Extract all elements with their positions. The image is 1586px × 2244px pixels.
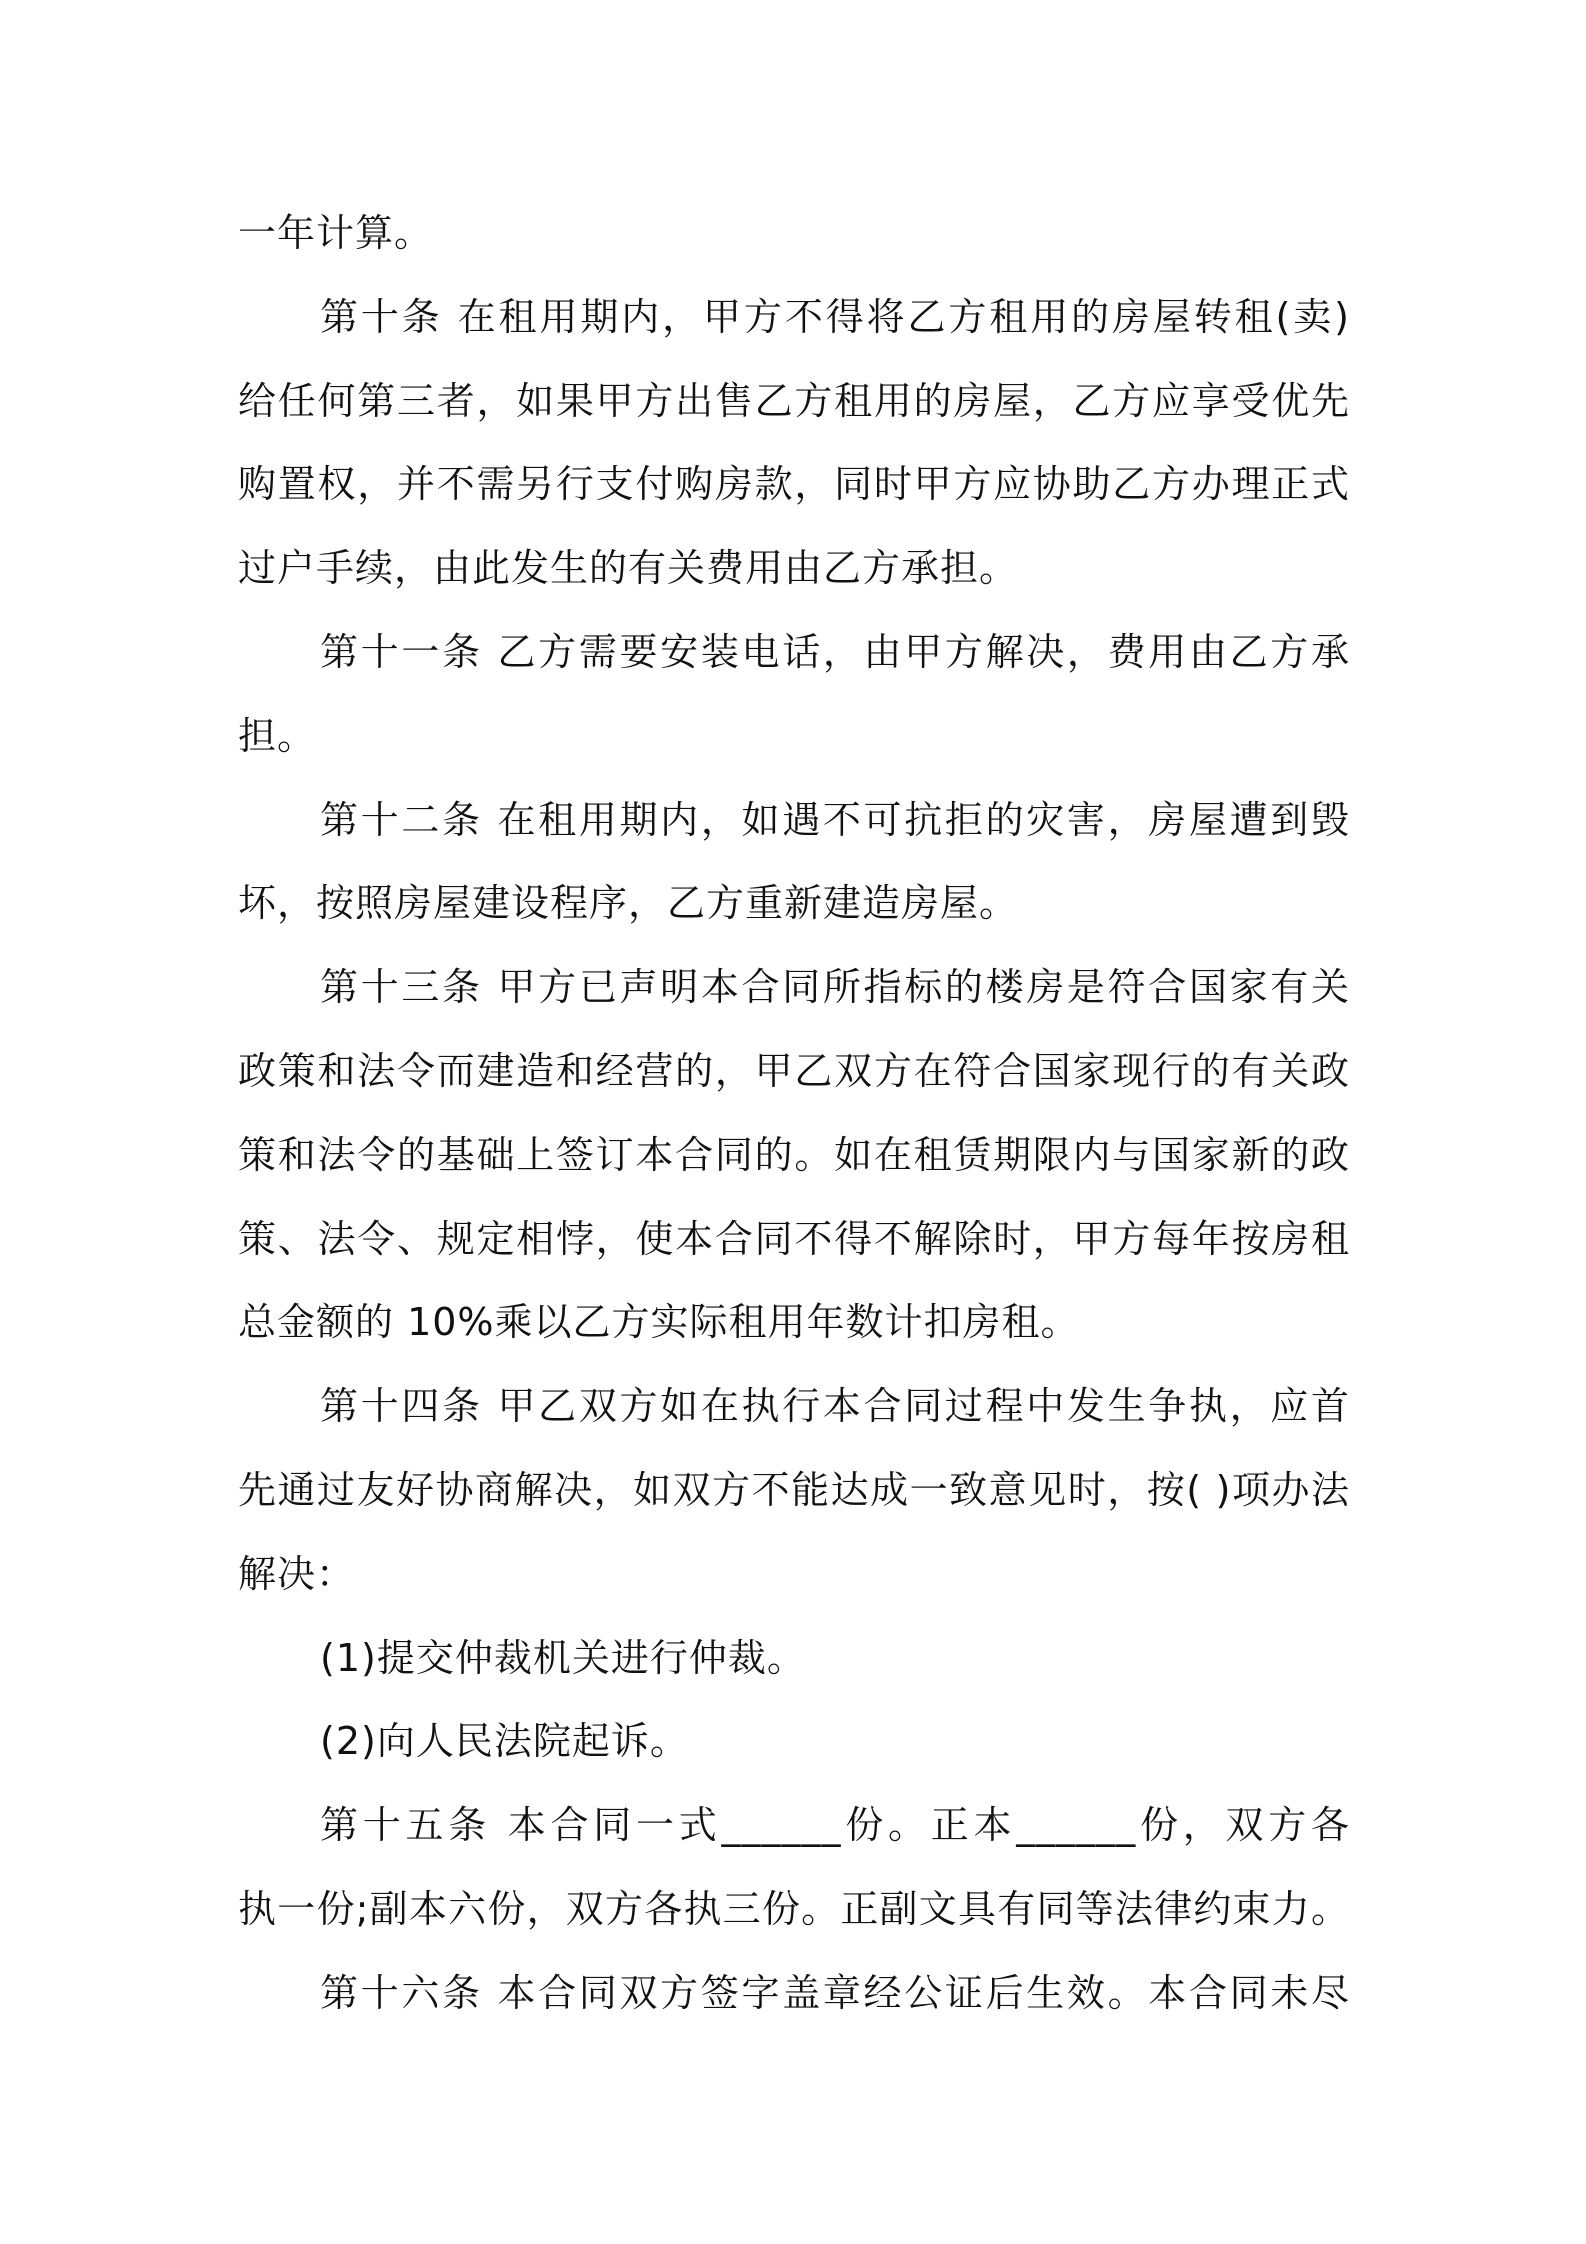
clause-13-line: 第十三条 甲方已声明本合同所指标的楼房是符合国家有关	[320, 965, 1350, 1010]
option-2-line: (2)向人民法院起诉。	[320, 1719, 689, 1764]
text-line: 政策和法令而建造和经营的，甲乙双方在符合国家现行的有关政	[238, 1048, 1350, 1093]
text-line: 一年计算。	[238, 211, 434, 255]
text-line: 策和法令的基础上签订本合同的。如在租赁期限内与国家新的政	[238, 1132, 1350, 1177]
text-line: 购置权，并不需另行支付购房款，同时甲方应协助乙方办理正式	[238, 462, 1350, 507]
text-line: 先通过友好协商解决，如双方不能达成一致意见时，按( )项办法	[238, 1467, 1350, 1512]
clause-14-line: 第十四条 甲乙双方如在执行本合同过程中发生争执，应首	[320, 1384, 1350, 1429]
text-line: 解决：	[238, 1551, 356, 1596]
text-line: 坏，按照房屋建设程序，乙方重新建造房屋。	[238, 881, 1019, 926]
clause-12-line: 第十二条 在租用期内，如遇不可抗拒的灾害，房屋遭到毁	[320, 797, 1350, 842]
clause-10-line: 第十条 在租用期内，甲方不得将乙方租用的房屋转租(卖)	[320, 294, 1350, 339]
text-line: 过户手续，由此发生的有关费用由乙方承担。	[238, 546, 1019, 591]
option-1-line: (1)提交仲裁机关进行仲裁。	[320, 1635, 806, 1680]
text-line: 策、法令、规定相悖，使本合同不得不解除时，甲方每年按房租	[238, 1216, 1350, 1261]
text-line: 总金额的 10%乘以乙方实际租用年数计扣房租。	[238, 1300, 1080, 1345]
clause-16-line: 第十六条 本合同双方签字盖章经公证后生效。本合同未尽	[320, 1970, 1350, 2015]
clause-11-line: 第十一条 乙方需要安装电话，由甲方解决，费用由乙方承	[320, 629, 1350, 674]
contract-body	[238, 192, 1350, 2036]
text-line: 执一份;副本六份，双方各执三份。正副文具有同等法律约束力。	[238, 1886, 1350, 1931]
text-line: 担。	[238, 713, 317, 758]
text-line: 给任何第三者，如果甲方出售乙方租用的房屋，乙方应享受优先	[238, 378, 1350, 423]
clause-15-line: 第十五条 本合同一式______份。正本______份，双方各	[320, 1803, 1350, 1848]
